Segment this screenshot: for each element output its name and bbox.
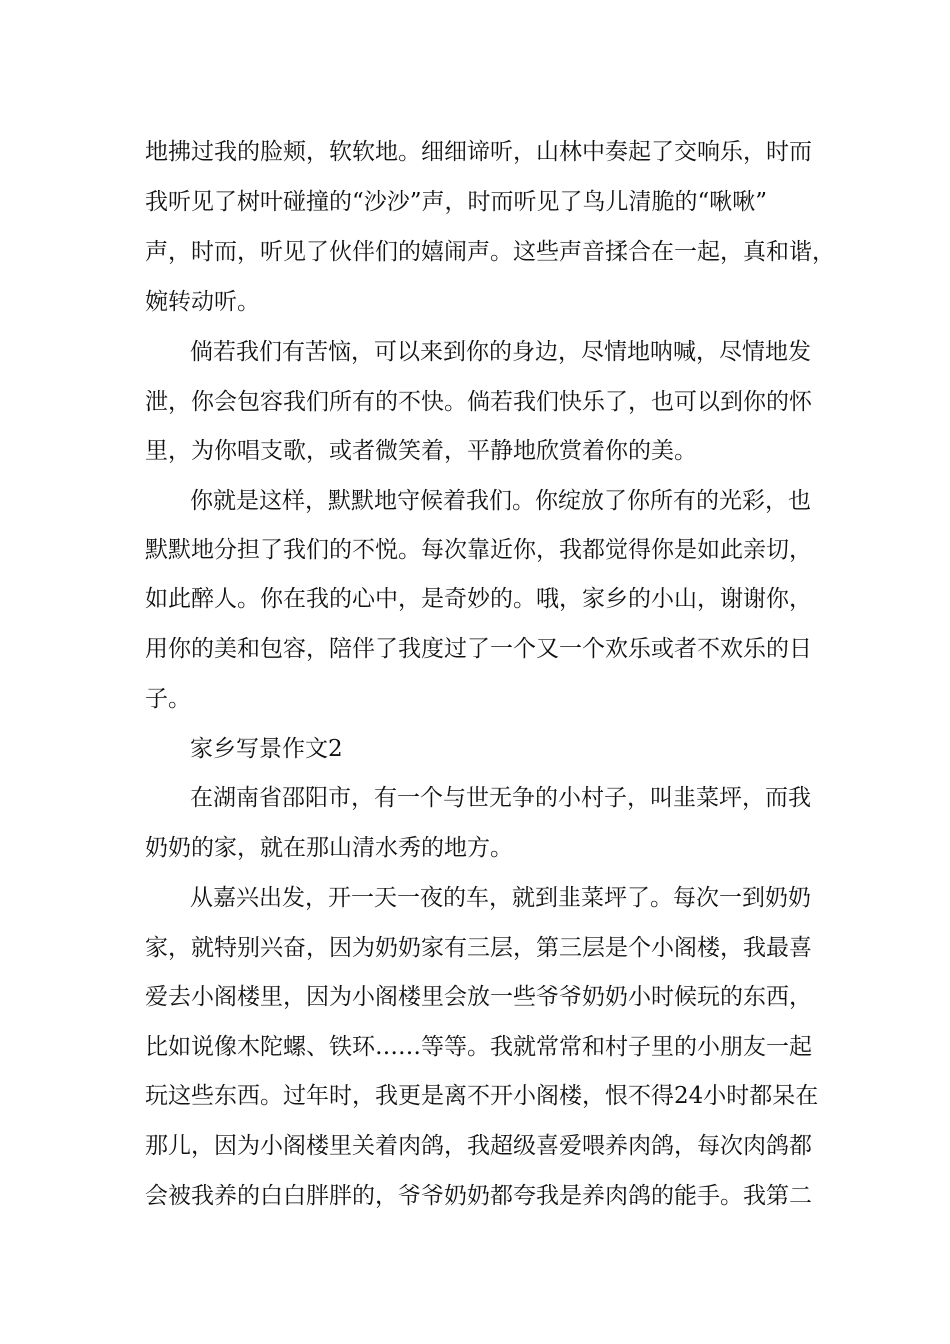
text-line: 会被我养的白白胖胖的，爷爷奶奶都夸我是养肉鸽的能手。我第二 <box>145 1183 812 1209</box>
text-line: 奶奶的家，就在那山清水秀的地方。 <box>145 835 513 861</box>
text-line: 里，为你唱支歌，或者微笑着，平静地欣赏着你的美。 <box>145 438 697 464</box>
text-line: 家，就特别兴奋，因为奶奶家有三层，第三层是个小阁楼，我最喜 <box>145 935 812 961</box>
text-line: 在湖南省邵阳市，有一个与世无争的小村子，叫韭菜坪，而我 <box>190 785 811 811</box>
text-line: 默默地分担了我们的不悦。每次靠近你，我都觉得你是如此亲切， <box>145 537 812 563</box>
text-line: 那儿，因为小阁楼里关着肉鸽，我超级喜爱喂养肉鸽，每次肉鸽都 <box>145 1133 812 1159</box>
text-line: 从嘉兴出发，开一天一夜的车，就到韭菜坪了。每次一到奶奶 <box>190 885 811 911</box>
text-line: 声，时而，听见了伙伴们的嬉闹声。这些声音揉合在一起，真和谐， <box>145 239 835 265</box>
text-line: 比如说像木陀螺、铁环……等等。我就常常和村子里的小朋友一起 <box>145 1034 812 1060</box>
text-line: 泄，你会包容我们所有的不快。倘若我们快乐了，也可以到你的怀 <box>145 389 812 415</box>
text-line: 倘若我们有苦恼，可以来到你的身边，尽情地呐喊，尽情地发 <box>190 339 811 365</box>
text-line: 爱去小阁楼里，因为小阁楼里会放一些爷爷奶奶小时候玩的东西， <box>145 984 812 1010</box>
section-title: 家乡写景作文2 <box>190 736 343 762</box>
text-line: 用你的美和包容，陪伴了我度过了一个又一个欢乐或者不欢乐的日 <box>145 636 812 662</box>
text-line: 子。 <box>145 686 191 712</box>
text-line: 如此醉人。你在我的心中，是奇妙的。哦，家乡的小山，谢谢你， <box>145 586 812 612</box>
text-line: 你就是这样，默默地守候着我们。你绽放了你所有的光彩，也 <box>190 488 811 514</box>
text-line: 我听见了树叶碰撞的“沙沙”声，时而听见了鸟儿清脆的“啾啾” <box>145 189 768 215</box>
text-line: 玩这些东西。过年时，我更是离不开小阁楼，恨不得24小时都呆在 <box>145 1083 819 1109</box>
text-line: 地拂过我的脸颊，软软地。细细谛听，山林中奏起了交响乐，时而 <box>145 139 812 165</box>
text-line: 婉转动听。 <box>145 289 260 315</box>
